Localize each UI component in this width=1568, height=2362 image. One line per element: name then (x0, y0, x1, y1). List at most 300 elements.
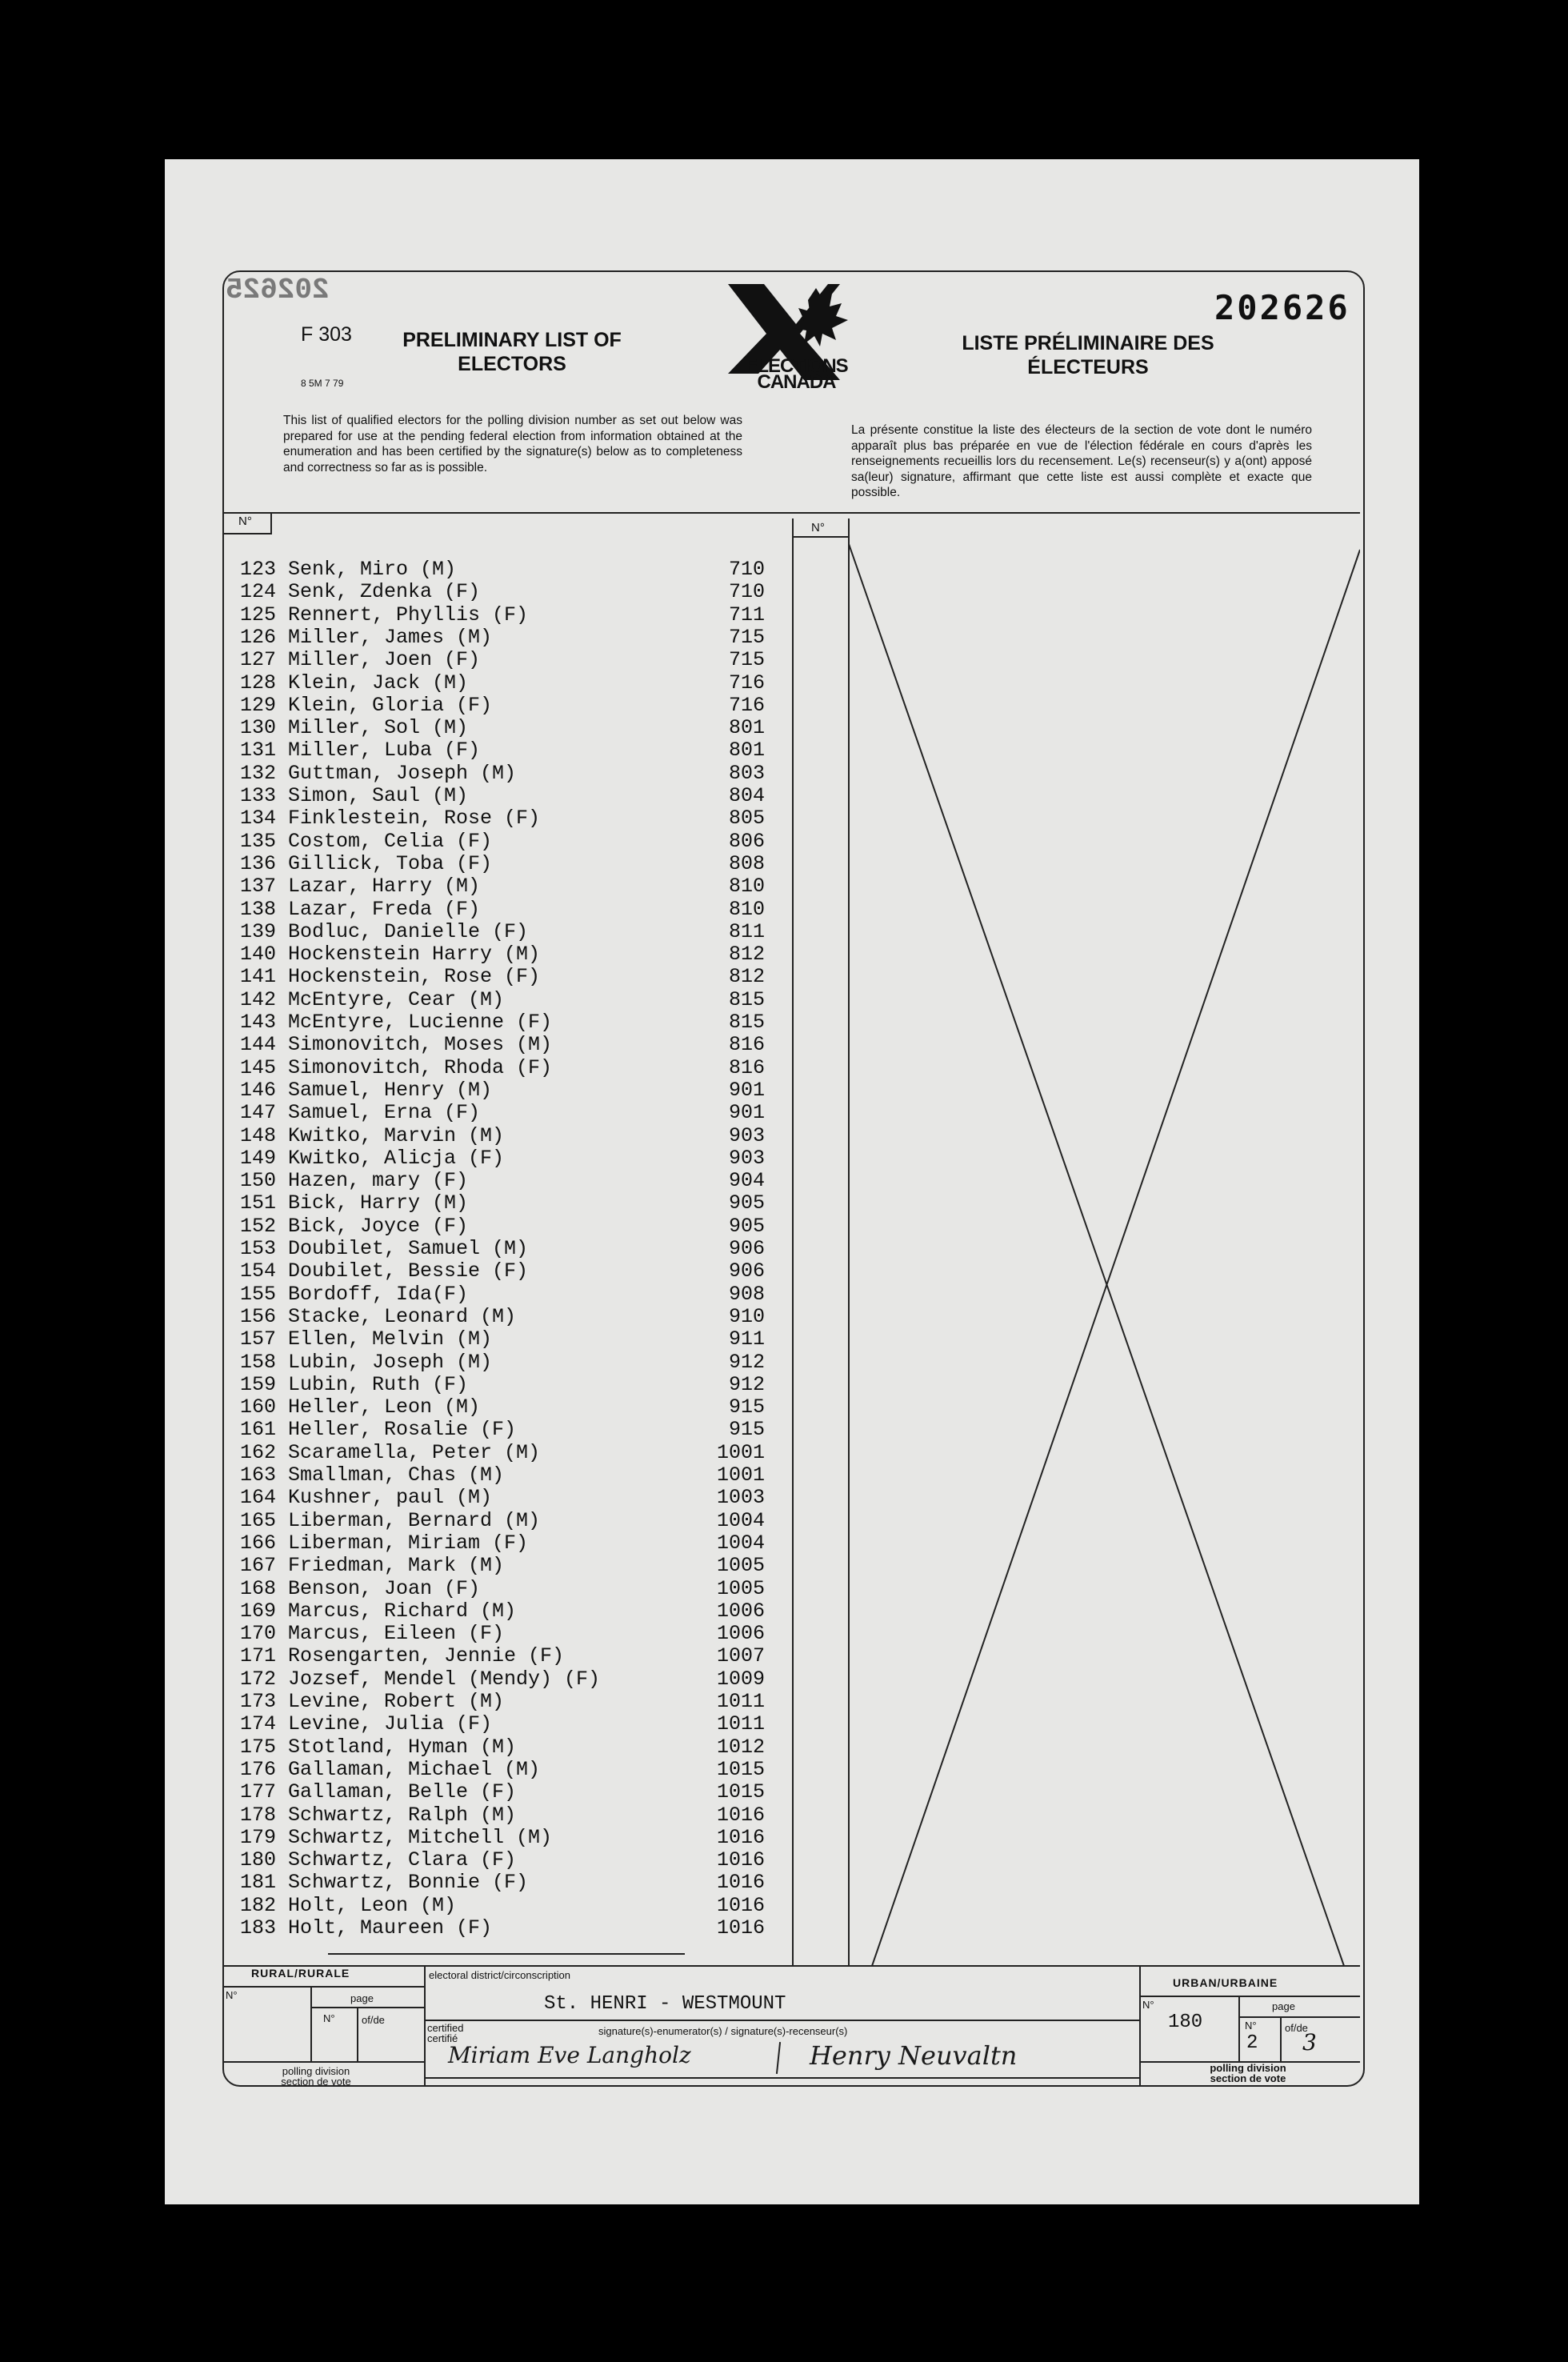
elector-name: Lazar, Harry (M) (288, 875, 481, 899)
elector-poll: 903 (728, 1123, 765, 1147)
elector-name: Scaramella, Peter (M) (288, 1440, 541, 1464)
elector-row (240, 1351, 768, 1373)
elector-name: Senk, Zdenka (F) (288, 580, 481, 604)
elector-row (240, 1735, 768, 1758)
elector-poll: 901 (728, 1078, 765, 1102)
elector-poll: 1009 (716, 1667, 765, 1691)
elector-num: 135 (240, 829, 277, 853)
elector-poll: 1011 (716, 1690, 765, 1713)
elector-num: 141 (240, 965, 277, 989)
elector-num: 163 (240, 1463, 277, 1487)
elector-poll: 812 (728, 965, 765, 989)
elector-row (240, 716, 768, 739)
elector-num: 144 (240, 1033, 277, 1057)
urban-label: URBAN/URBAINE (1173, 1976, 1278, 1989)
elector-poll: 1016 (716, 1848, 765, 1872)
elector-num: 147 (240, 1101, 277, 1125)
elector-poll: 912 (728, 1350, 765, 1374)
elector-num: 167 (240, 1554, 277, 1578)
elector-name: Hazen, mary (F) (288, 1169, 469, 1193)
elector-row (240, 1395, 768, 1418)
elector-name: Costom, Celia (F) (288, 829, 493, 853)
elector-name: Bick, Joyce (F) (288, 1214, 469, 1238)
elector-row (240, 1079, 768, 1101)
elector-row (240, 965, 768, 987)
no-header-divider-left (270, 514, 272, 534)
elector-name: Bodluc, Danielle (F) (288, 919, 529, 943)
elector-num: 158 (240, 1350, 277, 1374)
elector-num: 151 (240, 1191, 277, 1215)
elector-row (240, 1712, 768, 1735)
urban-of-value: 3 (1302, 2029, 1317, 2056)
signature-rule (424, 2077, 1141, 2079)
elector-row (240, 1463, 768, 1486)
elector-num: 161 (240, 1418, 277, 1442)
elector-num: 160 (240, 1395, 277, 1419)
no-column-label: N° (238, 514, 252, 528)
elector-poll: 1016 (716, 1871, 765, 1895)
elector-name: Kwitko, Marvin (M) (288, 1123, 505, 1147)
elector-num: 175 (240, 1735, 277, 1759)
elector-num: 130 (240, 716, 277, 740)
elector-name: Doubilet, Bessie (F) (288, 1259, 529, 1283)
elector-name: Simonovitch, Rhoda (F) (288, 1055, 553, 1079)
elector-num: 138 (240, 897, 277, 921)
elector-num: 133 (240, 784, 277, 807)
form-code: F 303 (301, 323, 352, 346)
elector-name: Miller, Sol (M) (288, 716, 469, 740)
elector-row (240, 1283, 768, 1305)
logo-text (722, 355, 870, 393)
elector-row (240, 762, 768, 784)
elector-row (240, 1441, 768, 1463)
elector-name: Doubilet, Samuel (M) (288, 1237, 529, 1260)
logo-text-line2: CANADA (757, 371, 836, 393)
elector-row (240, 1826, 768, 1848)
elector-row (240, 1690, 768, 1712)
elector-num: 171 (240, 1644, 277, 1668)
elector-row (240, 875, 768, 897)
elector-row (240, 920, 768, 943)
elector-num: 128 (240, 671, 277, 695)
elector-poll: 1003 (716, 1486, 765, 1510)
elector-num: 162 (240, 1440, 277, 1464)
stamp-ghost-number: 202625 (226, 274, 330, 306)
rural-page-no-label: N° (323, 2012, 335, 2024)
elector-poll: 910 (728, 1304, 765, 1328)
elector-name: Levine, Julia (F) (288, 1712, 493, 1736)
elector-row (240, 626, 768, 648)
elector-row (240, 1916, 768, 1939)
elector-name: Rosengarten, Jennie (F) (288, 1644, 565, 1668)
elector-num: 127 (240, 648, 277, 672)
elector-poll: 803 (728, 761, 765, 785)
elector-row (240, 1871, 768, 1893)
elector-name: Bordoff, Ida(F) (288, 1282, 469, 1306)
elector-num: 123 (240, 558, 277, 581)
elector-poll: 816 (728, 1055, 765, 1079)
elector-name: Liberman, Bernard (M) (288, 1508, 541, 1532)
elector-poll: 805 (728, 807, 765, 831)
elector-num: 149 (240, 1146, 277, 1170)
title-fr-line1: LISTE PRÉLIMINAIRE DES (962, 332, 1214, 354)
elector-row (240, 807, 768, 829)
elector-name: McEntyre, Cear (M) (288, 987, 505, 1011)
elector-row (240, 648, 768, 671)
elector-poll: 1016 (716, 1916, 765, 1940)
elector-name: Kushner, paul (M) (288, 1486, 493, 1510)
elector-row (240, 1124, 768, 1147)
elector-poll: 1004 (716, 1531, 765, 1555)
elector-row (240, 1191, 768, 1214)
title-french (936, 331, 1240, 379)
elector-poll: 815 (728, 1011, 765, 1034)
elector-name: Gillick, Toba (F) (288, 851, 493, 875)
elector-num: 169 (240, 1599, 277, 1623)
elector-poll: 1001 (716, 1463, 765, 1487)
elector-row (240, 558, 768, 580)
elector-poll: 1016 (716, 1825, 765, 1849)
enumerator-signature-2: Henry Neuvaltn (810, 2040, 1018, 2071)
elector-row (240, 694, 768, 716)
elector-row (240, 1577, 768, 1599)
elector-name: Klein, Jack (M) (288, 671, 469, 695)
elector-poll: 710 (728, 558, 765, 581)
elector-row (240, 739, 768, 761)
list-end-rule (328, 1953, 685, 1955)
elector-poll: 710 (728, 580, 765, 604)
elector-poll: 715 (728, 648, 765, 672)
elector-row (240, 1554, 768, 1576)
electoral-district: St. HENRI - WESTMOUNT (544, 1993, 786, 2015)
elector-poll: 810 (728, 897, 765, 921)
elector-poll: 1004 (716, 1508, 765, 1532)
elector-row (240, 898, 768, 920)
elector-name: Gallaman, Belle (F) (288, 1780, 517, 1804)
elector-poll: 906 (728, 1259, 765, 1283)
elector-row (240, 1147, 768, 1169)
rural-no-label: N° (226, 1989, 238, 2001)
elector-row (240, 580, 768, 603)
elector-num: 134 (240, 807, 277, 831)
elector-name: Holt, Maureen (F) (288, 1916, 493, 1940)
elector-poll: 905 (728, 1191, 765, 1215)
elector-name: Hockenstein Harry (M) (288, 943, 541, 967)
elector-poll: 716 (728, 693, 765, 717)
urban-rule (1139, 1996, 1360, 1997)
elector-poll: 810 (728, 875, 765, 899)
elector-poll: 801 (728, 716, 765, 740)
elector-name: Levine, Robert (M) (288, 1690, 505, 1713)
elector-num: 142 (240, 987, 277, 1011)
elector-poll: 812 (728, 943, 765, 967)
elector-name: Marcus, Richard (M) (288, 1599, 517, 1623)
elector-poll: 1007 (716, 1644, 765, 1668)
elector-poll: 912 (728, 1372, 765, 1396)
elector-row (240, 1599, 768, 1622)
elector-name: Heller, Leon (M) (288, 1395, 481, 1419)
elector-name: Schwartz, Mitchell (M) (288, 1825, 553, 1849)
elector-name: Ellen, Melvin (M) (288, 1327, 493, 1351)
elector-num: 152 (240, 1214, 277, 1238)
elector-num: 168 (240, 1576, 277, 1600)
elector-poll: 711 (728, 603, 765, 627)
elector-row (240, 1509, 768, 1531)
elector-name: Rennert, Phyllis (F) (288, 603, 529, 627)
elector-poll: 904 (728, 1169, 765, 1193)
elector-row (240, 1305, 768, 1327)
elector-poll: 806 (728, 829, 765, 853)
footer-divider-right (1139, 1967, 1141, 2085)
elector-poll: 1016 (716, 1803, 765, 1827)
elector-name: Miller, Luba (F) (288, 739, 481, 763)
elector-poll: 815 (728, 987, 765, 1011)
elector-poll: 911 (728, 1327, 765, 1351)
elector-name: Samuel, Henry (M) (288, 1078, 493, 1102)
elector-num: 159 (240, 1372, 277, 1396)
elector-num: 124 (240, 580, 277, 604)
elector-row (240, 1848, 768, 1871)
elector-row (240, 1101, 768, 1123)
rural-rule (224, 1986, 424, 1988)
elector-num: 181 (240, 1871, 277, 1895)
elector-num: 176 (240, 1757, 277, 1781)
title-fr-line2: ÉLECTEURS (1027, 356, 1149, 378)
elector-row (240, 943, 768, 965)
elector-row (240, 1622, 768, 1644)
elector-name: Samuel, Erna (F) (288, 1101, 481, 1125)
elector-row (240, 1373, 768, 1395)
elector-num: 132 (240, 761, 277, 785)
elector-num: 136 (240, 851, 277, 875)
elector-num: 146 (240, 1078, 277, 1102)
elector-name: Lubin, Joseph (M) (288, 1350, 493, 1374)
elector-name: Lubin, Ruth (F) (288, 1372, 469, 1396)
polling-division-left: polling division section de vote (281, 2065, 351, 2088)
elector-num: 139 (240, 919, 277, 943)
elector-num: 145 (240, 1055, 277, 1079)
rural-page-label: page (350, 1992, 374, 2004)
elector-poll: 1015 (716, 1757, 765, 1781)
signature-label: signature(s)-enumerator(s) / signature(s)-recenseur(s) (598, 2025, 848, 2037)
elector-poll: 808 (728, 851, 765, 875)
elector-row (240, 603, 768, 626)
elector-num: 177 (240, 1780, 277, 1804)
elector-row (240, 1418, 768, 1440)
elector-row (240, 1169, 768, 1191)
elector-poll: 811 (728, 919, 765, 943)
footer-divider-left (424, 1967, 426, 2085)
elector-row (240, 1531, 768, 1554)
elector-num: 150 (240, 1169, 277, 1193)
elector-num: 183 (240, 1916, 277, 1940)
elector-name: Miller, James (M) (288, 625, 493, 649)
elector-num: 180 (240, 1848, 277, 1872)
elector-row (240, 852, 768, 875)
elector-poll: 1012 (716, 1735, 765, 1759)
elector-name: Jozsef, Mendel (Mendy) (F) (288, 1667, 601, 1691)
elector-num: 182 (240, 1893, 277, 1917)
elector-row (240, 1237, 768, 1259)
elector-name: Schwartz, Clara (F) (288, 1848, 517, 1872)
elector-name: Stacke, Leonard (M) (288, 1304, 517, 1328)
elector-num: 148 (240, 1123, 277, 1147)
header-rule (224, 512, 1360, 514)
urban-page-label: page (1272, 2000, 1295, 2012)
elector-poll: 905 (728, 1214, 765, 1238)
elector-num: 126 (240, 625, 277, 649)
elector-poll: 915 (728, 1395, 765, 1419)
elector-poll: 906 (728, 1237, 765, 1260)
elector-name: Miller, Joen (F) (288, 648, 481, 672)
elector-name: Schwartz, Bonnie (F) (288, 1871, 529, 1895)
urban-no-label: N° (1142, 1999, 1154, 2011)
elector-row (240, 1215, 768, 1237)
elector-name: Simonovitch, Moses (M) (288, 1033, 553, 1057)
urban-no-divider (1238, 1996, 1240, 2061)
elector-name: Smallman, Chas (M) (288, 1463, 505, 1487)
rural-page-divider (357, 2007, 358, 2061)
elector-num: 154 (240, 1259, 277, 1283)
elector-name: Schwartz, Ralph (M) (288, 1803, 517, 1827)
elector-name: Lazar, Freda (F) (288, 897, 481, 921)
elector-num: 143 (240, 1011, 277, 1034)
polling-division-right: polling division section de vote (1210, 2062, 1286, 2084)
elector-num: 155 (240, 1282, 277, 1306)
elector-row (240, 1780, 768, 1803)
district-rule (424, 2020, 1141, 2021)
elector-poll: 715 (728, 625, 765, 649)
elector-name: Marcus, Eileen (F) (288, 1622, 505, 1646)
elector-row (240, 1327, 768, 1350)
rural-of-de-label: of/de (362, 2014, 385, 2026)
elector-name: Hockenstein, Rose (F) (288, 965, 541, 989)
urban-page-value: 2 (1246, 2032, 1258, 2054)
elector-poll: 816 (728, 1033, 765, 1057)
elector-name: Guttman, Joseph (M) (288, 761, 517, 785)
elector-name: Gallaman, Michael (M) (288, 1757, 541, 1781)
elector-num: 172 (240, 1667, 277, 1691)
elector-name: Kwitko, Alicja (F) (288, 1146, 505, 1170)
elector-name: Stotland, Hyman (M) (288, 1735, 517, 1759)
elector-poll: 801 (728, 739, 765, 763)
elector-row (240, 988, 768, 1011)
elector-row (240, 1758, 768, 1780)
elector-num: 125 (240, 603, 277, 627)
electoral-district-label: electoral district/circonscription (429, 1969, 571, 1981)
elector-poll: 901 (728, 1101, 765, 1125)
void-cross-icon (848, 542, 1360, 1972)
elector-num: 178 (240, 1803, 277, 1827)
elector-poll: 804 (728, 784, 765, 807)
elector-name: Finklestein, Rose (F) (288, 807, 541, 831)
elector-row (240, 784, 768, 807)
elector-num: 129 (240, 693, 277, 717)
elector-row (240, 1486, 768, 1508)
title-en-line1: PRELIMINARY LIST OF (402, 329, 622, 351)
urban-page-rule (1238, 2016, 1360, 2018)
elector-name: Benson, Joan (F) (288, 1576, 481, 1600)
urban-page-divider (1280, 2016, 1282, 2061)
elector-num: 157 (240, 1327, 277, 1351)
elector-poll: 1006 (716, 1622, 765, 1646)
no-header-rule-left (224, 533, 272, 534)
rural-page-rule (310, 2007, 424, 2008)
elector-row (240, 1056, 768, 1079)
elector-poll: 903 (728, 1146, 765, 1170)
elector-poll: 1005 (716, 1576, 765, 1600)
elector-name: Holt, Leon (M) (288, 1893, 457, 1917)
elector-name: Heller, Rosalie (F) (288, 1418, 517, 1442)
title-english (376, 328, 648, 376)
elector-name: Klein, Gloria (F) (288, 693, 493, 717)
serial-number: 202626 (1214, 288, 1350, 327)
elector-name: Simon, Saul (M) (288, 784, 469, 807)
elector-row (240, 1804, 768, 1826)
elector-name: Senk, Miro (M) (288, 558, 457, 581)
elector-num: 170 (240, 1622, 277, 1646)
elector-num: 137 (240, 875, 277, 899)
elector-poll: 1015 (716, 1780, 765, 1804)
title-en-line2: ELECTORS (458, 353, 566, 375)
footer-rule (224, 1965, 1360, 1967)
form-version: 8 5M 7 79 (301, 378, 344, 389)
elector-name: McEntyre, Lucienne (F) (288, 1011, 553, 1034)
elector-num: 174 (240, 1712, 277, 1736)
elector-num: 156 (240, 1304, 277, 1328)
enumerator-signature-1: Miriam Eve Langholz (448, 2042, 691, 2068)
elector-num: 166 (240, 1531, 277, 1555)
certified-label: certified certifié (427, 2022, 464, 2044)
urban-of-de-label: of/de (1285, 2022, 1308, 2034)
column-divider-1 (792, 518, 794, 1967)
intro-english: This list of qualified electors for the polling division number as set out below was prepared for use at the pending federal election from information obtained at the enumeration and has been certified by the signature(s) below as to completeness and correctness so far as is possible. (283, 414, 742, 474)
elector-num: 164 (240, 1486, 277, 1510)
elector-row (240, 1259, 768, 1282)
elector-name: Bick, Harry (M) (288, 1191, 469, 1215)
elector-row (240, 1644, 768, 1667)
intro-french: La présente constitue la liste des électeurs de la section de vote dont le numéro apparaît plus bas préparée en vue de l'élection fédérale en cours d'après les renseignements recueillis lors du recensement. Le(s) recenseur(s) y a(ont) apposé sa(leur) signature, affirmant que cette liste est aussi complète et exacte que possible. (851, 423, 1312, 499)
elector-num: 165 (240, 1508, 277, 1532)
elector-name: Friedman, Mark (M) (288, 1554, 505, 1578)
elector-name: Liberman, Miriam (F) (288, 1531, 529, 1555)
elector-row (240, 1011, 768, 1033)
rural-bottom-rule (224, 2061, 424, 2063)
elector-row (240, 1667, 768, 1690)
elector-poll: 1016 (716, 1893, 765, 1917)
urban-no-value: 180 (1168, 2012, 1203, 2033)
elector-row (240, 1033, 768, 1055)
elector-poll: 1006 (716, 1599, 765, 1623)
no-header-rule-right (792, 536, 850, 538)
elector-num: 140 (240, 943, 277, 967)
elector-poll: 915 (728, 1418, 765, 1442)
rural-no-divider (310, 1988, 312, 2061)
elector-num: 131 (240, 739, 277, 763)
urban-page-no-label: N° (1245, 2020, 1257, 2032)
logo-text-line1: ELECTIONS (745, 355, 848, 377)
elector-row (240, 1894, 768, 1916)
elector-poll: 716 (728, 671, 765, 695)
elector-poll: 1011 (716, 1712, 765, 1736)
elector-num: 179 (240, 1825, 277, 1849)
elector-num: 173 (240, 1690, 277, 1713)
no-column-label-right: N° (811, 521, 825, 534)
elector-row (240, 671, 768, 694)
elector-poll: 908 (728, 1282, 765, 1306)
elector-num: 153 (240, 1237, 277, 1260)
elector-poll: 1001 (716, 1440, 765, 1464)
